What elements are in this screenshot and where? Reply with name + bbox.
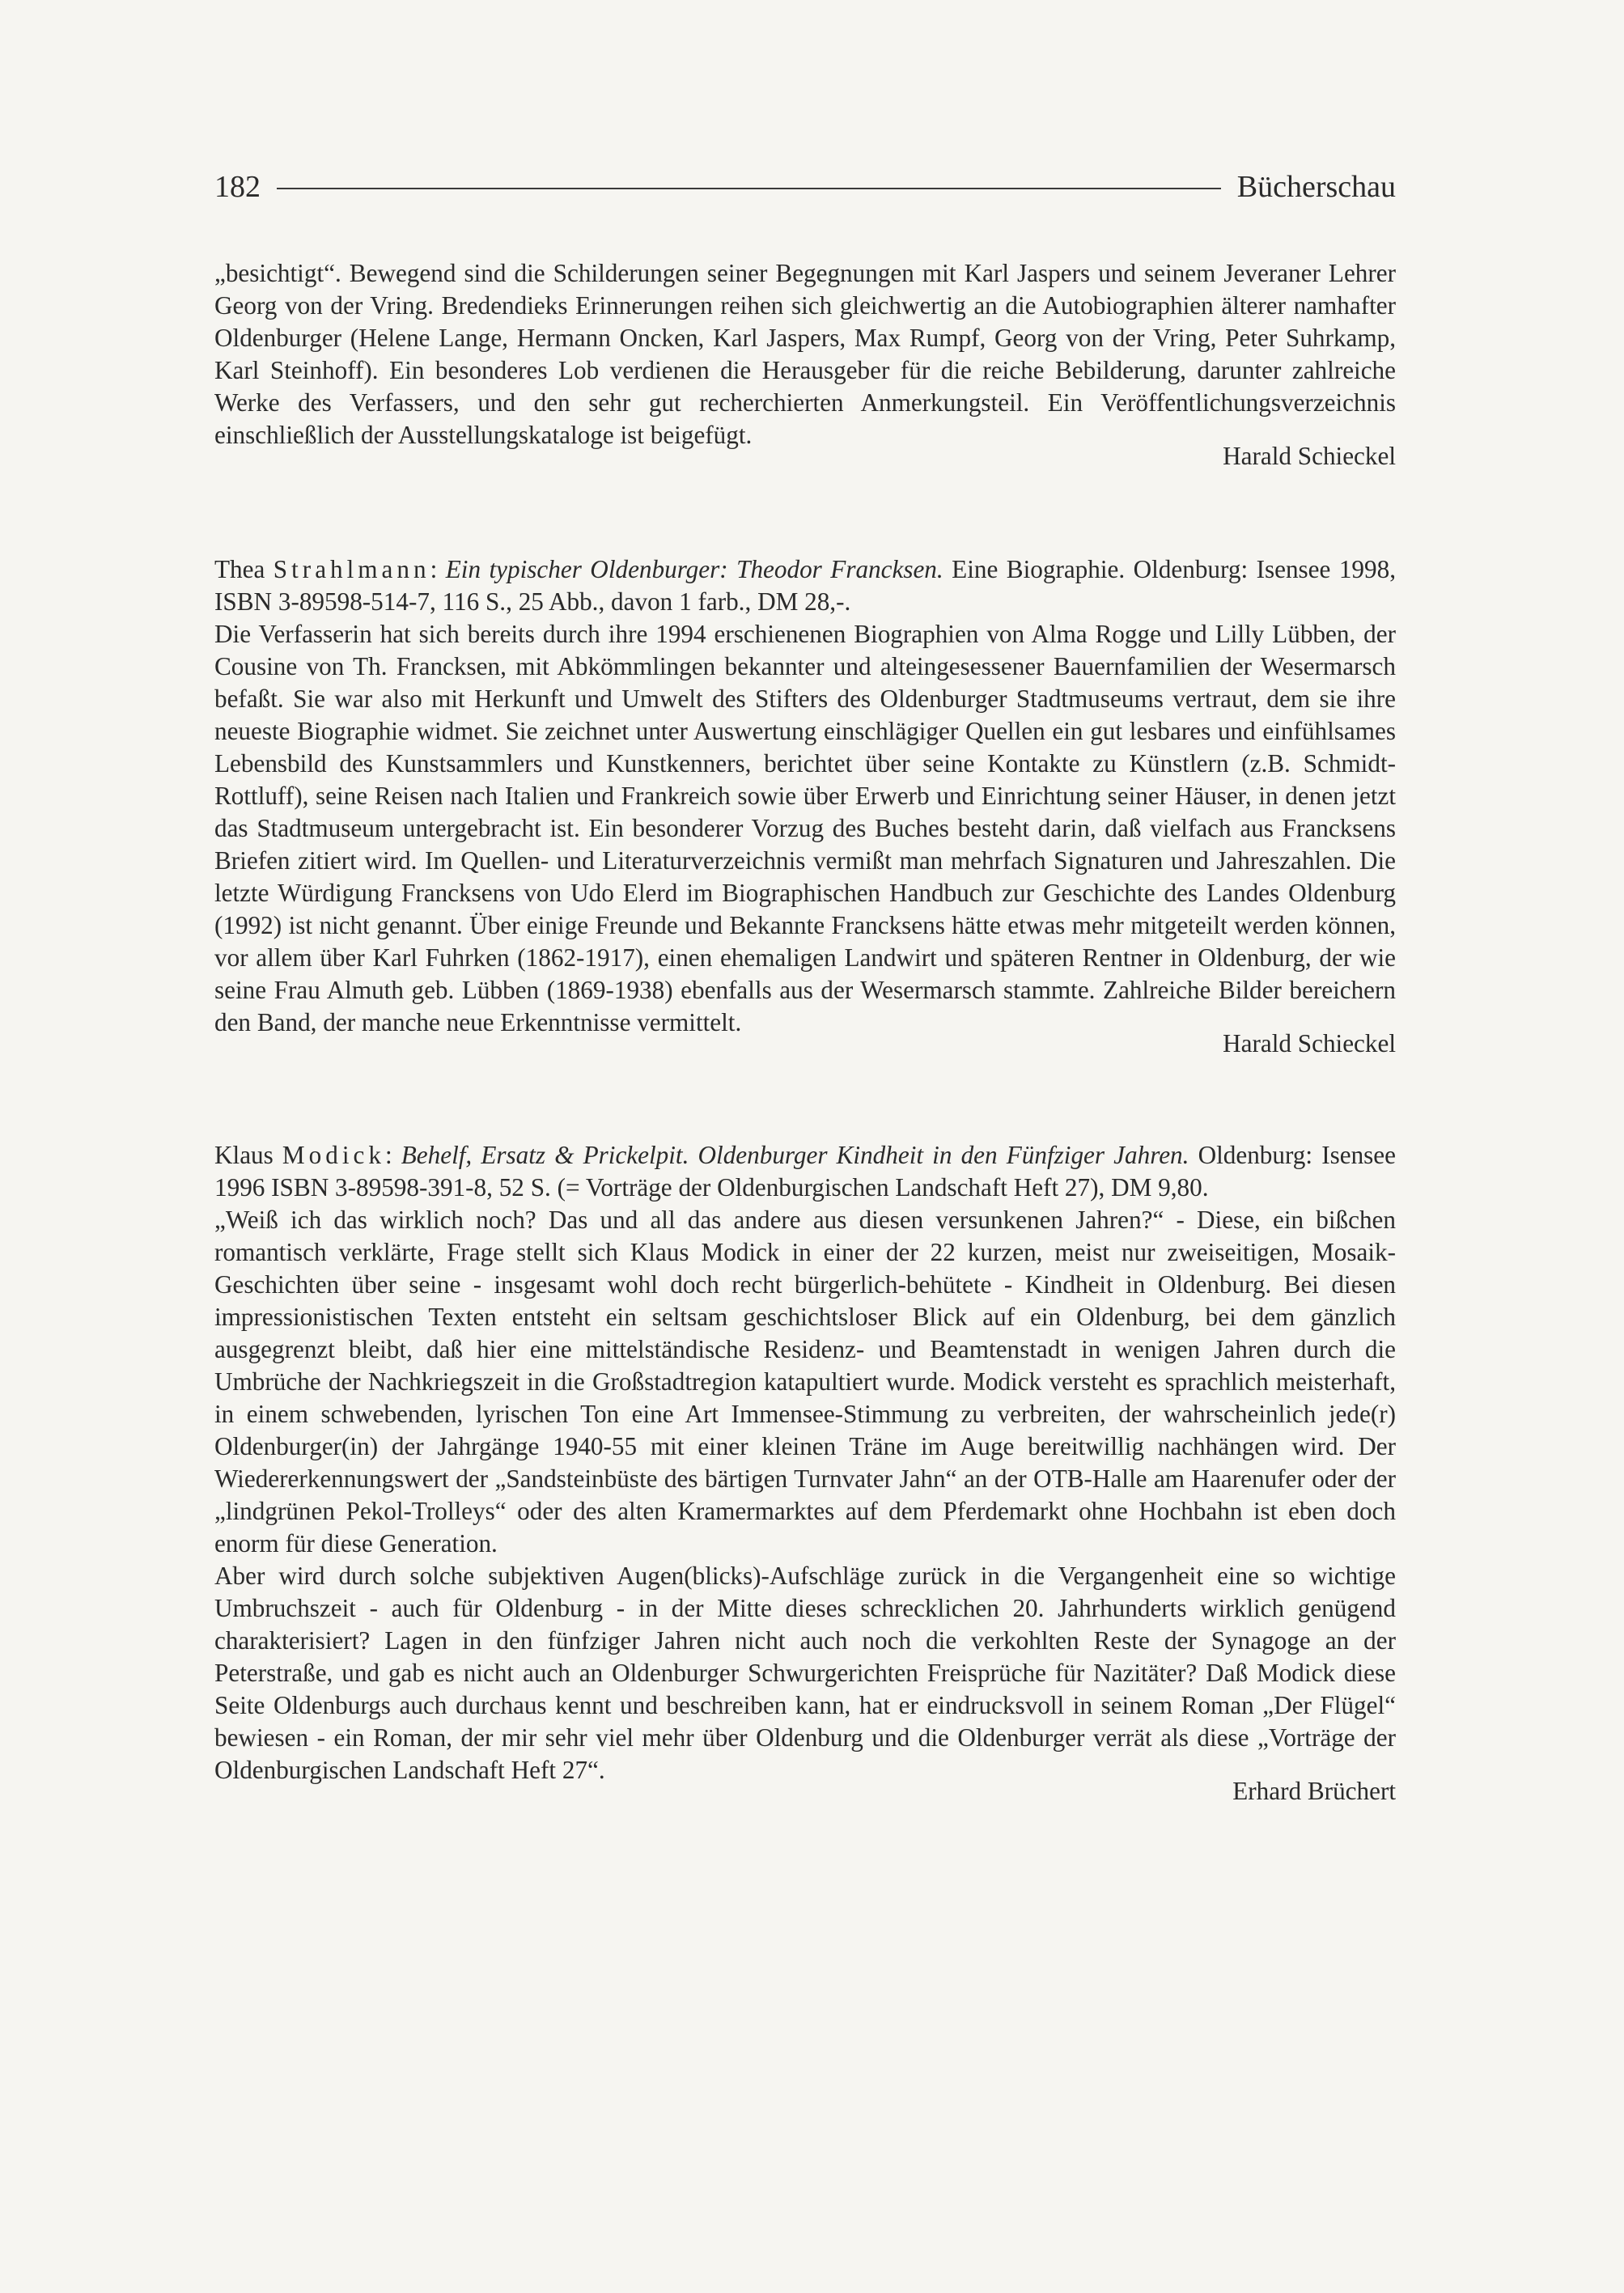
review-bredendiek [214,257,1396,473]
review-paragraph: „Weiß ich das wirklich noch? Das und all das andere aus diesen versunkenen Jahren?“ - Diese, ein bißchen romantisch verklärte, Frage stellt sich Klaus Modick in einer der 22 kurzen, meist nur zweiseitigen, Mosaik-Geschichten über seine - insgesamt wohl doch recht bürgerlich-behütete - Kindheit in Oldenburg. Bei diesen impressionistischen Texten entsteht ein seltsam geschichtsloser Blick auf ein Oldenburg, bei dem gänzlich ausgegrenzt bleibt, daß hier eine mittelständische Residenz- und Beamtenstadt in wenigen Jahren durch die Umbrüche der Nachkriegszeit in die Großstadtregion katapultiert wurde. Modick versteht es sprachlich meisterhaft, in einem schwebenden, lyrischen Ton eine Art Immensee-Stimmung zu verbreiten, der wahrscheinlich jede(r) Oldenburger(in) der Jahrgänge 1940-55 mit einer kleinen Träne im Auge bereitwillig nachhängen wird. Der Wiedererkennungswert der „Sandsteinbüste des bärtigen Turnvater Jahn“ an der OTB-Halle am Haarenufer oder der „lindgrünen Pekol-Trolleys“ oder des alten Kramermarktes auf dem Pferdemarkt ohne Hochbahn ist eben doch enorm für diese Generation. [214,1206,1396,1558]
publication-details: Eine Biographie. Oldenburg: Isensee 1998, ISBN 3-89598-514-7, 116 S., 25 Abb., davon 1 farb., DM 28,-. [214,555,1396,616]
colon: : [430,555,446,583]
page-number: 182 [214,170,261,204]
section-gap [214,1060,1396,1139]
review-signature: Erhard Brüchert [1232,1777,1396,1805]
section-gap [214,473,1396,553]
colon: : [384,1141,401,1169]
review-modick [214,1139,1396,1808]
review-paragraph: Aber wird durch solche subjektiven Augen(blicks)-Aufschläge zurück in die Vergangenheit eine so wichtige Umbruchszeit - auch für Oldenburg - in der Mitte dieses schrecklichen 20. Jahrhunderts wirklich genügend charakterisiert? Lagen in den fünfziger Jahren nicht auch noch die verkohlten Reste der Synagoge an der Peterstraße, und gab es nicht auch an Oldenburger Schwurgerichten Freisprüche für Nazitäter? Daß Modick diese Seite Oldenburgs auch durchaus kennt und beschreiben kann, hat er eindrucksvoll in seinem Roman „Der Flügel“ bewiesen - ein Roman, der mir sehr viel mehr über Oldenburg und die Oldenburger verrät als diese „Vorträge der Oldenburgischen Landschaft Heft 27“. [214,1562,1396,1784]
review-paragraph: „besichtigt“. Bewegend sind die Schilderungen seiner Begegnungen mit Karl Jaspers und seinem Jeveraner Lehrer Georg von der Vring. Bredendieks Erinnerungen reihen sich gleichwertig an die Autobiographien älterer namhafter Oldenburger (Helene Lange, Hermann Oncken, Karl Jaspers, Max Rumpf, Georg von der Vring, Peter Suhrkamp, Karl Steinhoff). Ein besonderes Lob verdienen die Herausgeber für die reiche Bebilderung, darunter zahlreiche Werke des Verfassers, und den sehr gut recherchierten Anmerkungsteil. Ein Veröffentlichungsverzeichnis einschließlich der Ausstellungskataloge ist beigefügt. [214,259,1396,449]
running-header [214,167,1396,207]
book-title: Ein typischer Oldenburger: Theodor Francksen. [445,555,943,583]
bibliographic-entry [214,1139,1396,1204]
author-last-name: Strahlmann [273,555,430,583]
page-content [214,257,1396,1808]
header-rule [277,188,1221,189]
section-title: Bücherschau [1236,170,1396,204]
review-signature: Harald Schieckel [1223,1029,1396,1057]
review-signature: Harald Schieckel [1223,442,1396,470]
publication-details: Oldenburg: Isensee 1996 ISBN 3-89598-391-8, 52 S. (= Vorträge der Oldenburgischen Landschaft Heft 27), DM 9,80. [214,1141,1396,1202]
author-last-name: Modick [282,1141,385,1169]
bibliographic-entry [214,553,1396,618]
review-paragraph: Die Verfasserin hat sich bereits durch ihre 1994 erschienenen Biographien von Alma Rogge und Lilly Lübben, der Cousine von Th. Francksen, mit Abkömmlingen bekannter und alteingesessener Bauernfamilien der Wesermarsch befaßt. Sie war also mit Herkunft und Umwelt des Stifters des Oldenburger Stadtmuseums vertraut, dem sie ihre neueste Biographie widmet. Sie zeichnet unter Auswertung einschlägiger Quellen ein gut lesbares und einfühlsames Lebensbild des Kunstsammlers und Kunstkenners, berichtet über seine Kontakte zu Künstlern (z.B. Schmidt-Rottluff), seine Reisen nach Italien und Frankreich sowie über Erwerb und Einrichtung seiner Häuser, in denen jetzt das Stadtmuseum untergebracht ist. Ein besonderer Vorzug des Buches besteht darin, daß vielfach aus Francksens Briefen zitiert wird. Im Quellen- und Literaturverzeichnis vermißt man mehrfach Signaturen und Jahreszahlen. Die letzte Würdigung Francksens von Udo Elerd im Biographischen Handbuch zur Geschichte des Landes Oldenburg (1992) ist nicht genannt. Über einige Freunde und Bekannte Francksens hätte etwas mehr mitgeteilt werden können, vor allem über Karl Fuhrken (1862-1917), einen ehemaligen Landwirt und späteren Rentner in Oldenburg, der wie seine Frau Almuth geb. Lübben (1869-1938) ebenfalls aus der Wesermarsch stammte. Zahlreiche Bilder bereichern den Band, der manche neue Erkenntnisse vermittelt. [214,620,1396,1036]
book-title: Behelf, Ersatz & Prickelpit. Oldenburger Kindheit in den Fünfziger Jahren. [401,1141,1189,1169]
author-first-name: Thea [214,555,273,583]
author-first-name: Klaus [214,1141,282,1169]
review-strahlmann [214,553,1396,1060]
